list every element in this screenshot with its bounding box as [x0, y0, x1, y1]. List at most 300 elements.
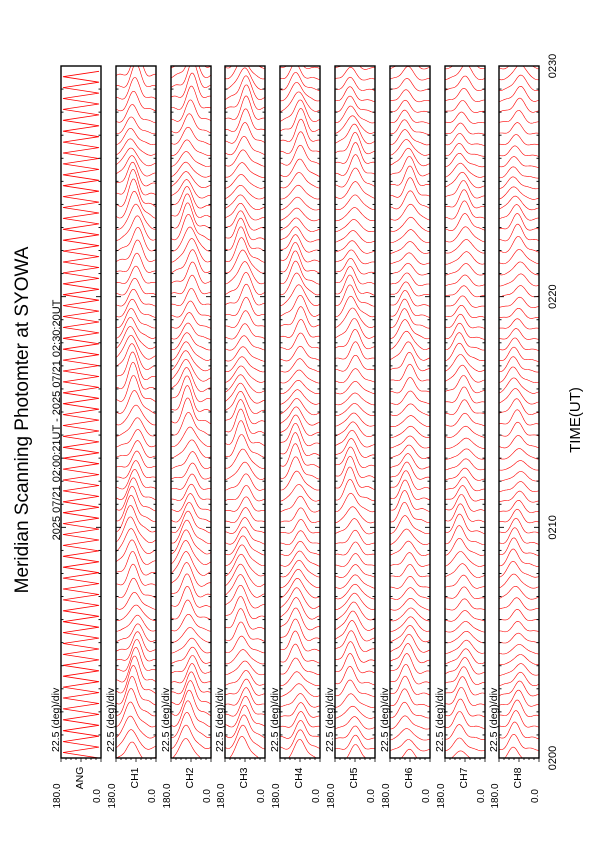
panel-frame: [499, 66, 539, 758]
panel-ch8: [488, 23, 541, 809]
scan-trace: [499, 461, 539, 471]
scan-trace: [280, 541, 320, 555]
scan-trace: [171, 44, 211, 68]
scan-trace: [280, 261, 320, 284]
channel-label: CH4: [293, 767, 305, 789]
scan-trace: [225, 400, 265, 424]
scan-trace: [390, 217, 430, 231]
scan-trace: [445, 526, 485, 545]
scan-trace: [499, 146, 539, 157]
scan-trace: [171, 427, 211, 447]
panel-frame: [390, 66, 430, 758]
scan-trace: [335, 726, 375, 739]
scan-trace: [171, 100, 211, 121]
scan-trace: [280, 619, 320, 641]
scan-trace: [171, 681, 211, 705]
scan-trace: [499, 319, 539, 329]
scan-trace: [116, 362, 156, 389]
scan-trace: [499, 42, 539, 58]
scan-trace: [390, 320, 430, 339]
scan-trace: [445, 495, 485, 512]
scan-trace: [225, 357, 265, 372]
scan-trace: [445, 599, 485, 610]
scan-trace: [335, 56, 375, 69]
scan-trace: [225, 123, 265, 144]
scan-trace: [499, 389, 539, 405]
scan-trace: [390, 42, 430, 58]
scale-label: 22.5 (deg)/div: [269, 687, 281, 752]
scan-trace: [499, 621, 539, 632]
scan-trace: [445, 163, 485, 177]
scan-trace: [390, 588, 430, 600]
scan-trace: [390, 309, 430, 329]
scan-trace: [225, 297, 265, 315]
y-tick-label: 0.0: [256, 789, 267, 803]
scan-trace: [225, 109, 265, 132]
scan-trace: [335, 381, 375, 394]
scan-trace: [171, 359, 211, 381]
y-tick-label: 180.0: [490, 783, 501, 809]
scan-trace: [116, 77, 156, 99]
scan-trace: [116, 266, 156, 284]
scan-trace: [390, 191, 430, 209]
scan-trace: [499, 633, 539, 643]
scan-trace: [280, 569, 320, 587]
scan-trace: [499, 338, 539, 351]
scan-trace: [335, 575, 375, 589]
scan-trace: [445, 333, 485, 351]
scan-trace: [499, 167, 539, 178]
scan-trace: [390, 625, 430, 642]
scan-trace: [390, 490, 430, 511]
scan-trace: [171, 541, 211, 565]
scan-trace: [171, 288, 211, 305]
scan-trace: [445, 133, 485, 145]
scan-trace: [390, 110, 430, 124]
scan-trace: [225, 545, 265, 566]
scan-trace: [390, 598, 430, 610]
channel-label: ANG: [74, 766, 86, 790]
scan-trace: [390, 299, 430, 317]
scan-trace: [280, 218, 320, 232]
scan-trace: [171, 342, 211, 361]
x-tick-label: 0210: [547, 515, 559, 540]
y-tick-label: 0.0: [530, 789, 541, 803]
scan-trace: [499, 436, 539, 448]
scan-trace: [445, 214, 485, 231]
scan-trace: [390, 242, 430, 254]
scan-trace: [335, 593, 375, 609]
scan-trace: [499, 644, 539, 654]
scan-trace: [335, 342, 375, 359]
scan-trace: [499, 135, 539, 146]
scan-trace: [499, 471, 539, 481]
scan-trace: [171, 484, 211, 500]
scan-trace: [225, 39, 265, 57]
scan-trace: [335, 32, 375, 47]
scan-trace: [445, 143, 485, 156]
scan-trace: [445, 413, 485, 426]
scan-trace: [116, 317, 156, 338]
scan-trace: [445, 41, 485, 58]
scan-trace: [225, 185, 265, 199]
scan-trace: [335, 611, 375, 630]
y-tick-label: 180.0: [52, 783, 63, 809]
scan-trace: [390, 66, 430, 80]
scan-trace: [225, 375, 265, 393]
scan-trace: [116, 461, 156, 479]
scan-trace: [499, 711, 539, 728]
scan-trace: [335, 308, 375, 328]
scan-trace: [116, 578, 156, 598]
scan-trace: [225, 336, 265, 351]
scan-trace: [116, 352, 156, 380]
scan-trace: [335, 602, 375, 620]
traces-ch7: [445, 19, 485, 762]
scale-label: 22.5 (deg)/div: [160, 687, 172, 752]
scan-trace: [225, 725, 265, 749]
scan-trace: [390, 471, 430, 490]
scan-trace: [225, 736, 265, 759]
scan-trace: [390, 18, 430, 36]
scan-trace: [225, 679, 265, 695]
panel-frame: [280, 66, 320, 758]
scan-trace: [116, 117, 156, 134]
scan-trace: [116, 278, 156, 295]
scan-trace: [499, 518, 539, 533]
scan-trace: [335, 621, 375, 642]
y-tick-label: 0.0: [476, 789, 487, 803]
scan-trace: [499, 655, 539, 665]
scan-trace: [225, 497, 265, 512]
scan-trace: [445, 699, 485, 717]
scan-trace: [445, 365, 485, 382]
scan-trace: [335, 45, 375, 59]
scan-trace: [116, 632, 156, 652]
scan-trace: [116, 405, 156, 425]
scan-trace: [171, 552, 211, 576]
y-tick-label: 0.0: [147, 789, 158, 803]
scan-trace: [390, 529, 430, 545]
scan-trace: [171, 376, 211, 402]
scan-trace: [390, 377, 430, 393]
scan-trace: [390, 253, 430, 264]
panel-frame: [445, 66, 485, 758]
scan-trace: [499, 598, 539, 610]
scan-trace: [225, 421, 265, 446]
scale-label: 22.5 (deg)/div: [50, 687, 62, 752]
scan-trace: [225, 22, 265, 37]
scan-trace: [116, 391, 156, 414]
panel-ch6: [379, 18, 432, 809]
scan-trace: [116, 11, 156, 35]
scan-trace: [390, 644, 430, 663]
scan-trace: [116, 517, 156, 543]
scan-trace: [335, 116, 375, 134]
scan-trace: [445, 514, 485, 534]
scan-trace: [499, 549, 539, 566]
scan-trace: [335, 329, 375, 349]
scan-trace: [390, 664, 430, 684]
scan-trace: [335, 67, 375, 80]
scan-trace: [280, 588, 320, 609]
scan-trace: [445, 538, 485, 555]
scan-trace: [499, 249, 539, 263]
y-tick-label: 180.0: [436, 783, 447, 809]
scan-trace: [390, 634, 430, 652]
scan-trace: [335, 530, 375, 544]
scan-trace: [335, 519, 375, 534]
scan-trace: [445, 687, 485, 705]
scan-trace: [116, 506, 156, 533]
scan-trace: [445, 575, 485, 588]
scan-trace: [171, 690, 211, 716]
scan-trace: [116, 451, 156, 468]
scan-trace: [499, 157, 539, 168]
scan-trace: [499, 367, 539, 383]
scan-trace: [225, 238, 265, 263]
scan-trace: [335, 403, 375, 415]
scan-trace: [280, 119, 320, 141]
panel-ch1: [105, 11, 158, 808]
scan-trace: [280, 457, 320, 479]
scan-trace: [280, 333, 320, 350]
scan-trace: [225, 195, 265, 210]
scan-trace: [499, 561, 539, 577]
scan-trace: [225, 227, 265, 252]
scale-label: 22.5 (deg)/div: [105, 687, 117, 752]
scan-trace: [116, 418, 156, 436]
y-tick-label: 0.0: [202, 789, 213, 803]
scan-trace: [390, 364, 430, 381]
scan-trace: [335, 456, 375, 478]
scan-trace: [280, 109, 320, 132]
scan-trace: [445, 252, 485, 265]
x-tick-label: 0220: [547, 284, 559, 309]
panel-ch4: [269, 23, 322, 809]
scan-trace: [499, 224, 539, 241]
scan-trace: [171, 494, 211, 512]
scan-trace: [116, 344, 156, 370]
scan-trace: [335, 20, 375, 37]
time-range-text: 2025 07/21 02:00:21UT - 2025 07/21 02:30:20UT: [51, 299, 63, 541]
scan-trace: [116, 38, 156, 65]
scan-trace: [499, 528, 539, 545]
scan-trace: [116, 376, 156, 402]
scan-trace: [390, 54, 430, 69]
scan-trace: [335, 106, 375, 123]
scan-trace: [225, 311, 265, 328]
scan-trace: [225, 554, 265, 576]
scan-trace: [335, 132, 375, 154]
scan-trace: [335, 319, 375, 339]
scan-trace: [116, 253, 156, 272]
scale-label: 22.5 (deg)/div: [324, 687, 336, 752]
channel-label: CH5: [348, 767, 360, 789]
traces-ch3: [225, 22, 265, 760]
scan-trace: [445, 190, 485, 208]
scan-trace: [171, 502, 211, 522]
scan-trace: [445, 738, 485, 751]
scan-trace: [280, 295, 320, 316]
scan-trace: [116, 469, 156, 489]
scan-trace: [225, 527, 265, 544]
scan-trace: [225, 575, 265, 598]
scan-trace: [445, 355, 485, 372]
scan-trace: [445, 181, 485, 199]
scan-trace: [445, 19, 485, 36]
scan-trace: [445, 477, 485, 491]
scan-trace: [171, 520, 211, 543]
scan-trace: [116, 615, 156, 631]
scan-trace: [390, 263, 430, 275]
scan-trace: [499, 722, 539, 739]
scan-trace: [225, 366, 265, 383]
scan-trace: [280, 307, 320, 327]
scan-trace: [116, 335, 156, 359]
traces-ch8: [499, 23, 539, 762]
scan-trace: [280, 496, 320, 512]
scan-trace: [116, 216, 156, 241]
scan-trace: [335, 231, 375, 243]
scan-trace: [280, 631, 320, 651]
scan-trace: [499, 308, 539, 318]
traces-ang: [63, 71, 99, 758]
y-tick-label: 180.0: [271, 783, 282, 809]
scan-trace: [280, 712, 320, 728]
scan-trace: [225, 163, 265, 178]
scan-trace: [499, 214, 539, 231]
panel-frame: [335, 66, 375, 758]
scale-label: 22.5 (deg)/div: [214, 687, 226, 752]
scan-trace: [335, 666, 375, 685]
scan-trace: [445, 387, 485, 403]
scan-trace: [280, 72, 320, 90]
scan-trace: [171, 73, 211, 98]
y-tick-label: 0.0: [421, 789, 432, 803]
scan-trace: [116, 592, 156, 609]
scan-trace: [225, 508, 265, 523]
scan-trace: [225, 696, 265, 716]
scan-trace: [445, 631, 485, 643]
channel-label: CH2: [184, 767, 196, 789]
y-tick-label: 180.0: [107, 783, 118, 809]
scan-trace: [280, 145, 320, 165]
scan-trace: [445, 88, 485, 101]
scan-trace: [390, 290, 430, 306]
scan-trace: [499, 196, 539, 210]
scan-trace: [225, 435, 265, 458]
scan-trace: [280, 508, 320, 523]
scan-trace: [116, 639, 156, 661]
scan-trace: [116, 191, 156, 218]
scan-trace: [445, 201, 485, 219]
scan-trace: [171, 398, 211, 424]
scan-trace: [335, 168, 375, 187]
scan-trace: [335, 493, 375, 512]
scan-trace: [335, 219, 375, 231]
scan-trace: [335, 735, 375, 749]
scan-trace: [335, 642, 375, 663]
scan-trace: [445, 296, 485, 307]
scale-label: 22.5 (deg)/div: [488, 687, 500, 752]
scan-trace: [280, 672, 320, 686]
scan-trace: [335, 155, 375, 176]
scan-trace: [116, 105, 156, 123]
scan-trace: [225, 211, 265, 230]
scan-trace: [390, 404, 430, 416]
scan-trace: [445, 123, 485, 134]
channel-label: CH3: [238, 767, 250, 789]
scan-trace: [225, 136, 265, 155]
scan-trace: [499, 23, 539, 37]
scan-trace: [280, 319, 320, 337]
scan-trace: [335, 77, 375, 90]
scan-trace: [499, 482, 539, 492]
scan-trace: [390, 282, 430, 296]
scan-trace: [280, 444, 320, 468]
scan-trace: [499, 297, 539, 308]
scan-trace: [225, 650, 265, 664]
scan-trace: [390, 729, 430, 741]
panel-ch2: [160, 15, 213, 808]
scan-trace: [499, 123, 539, 135]
scan-trace: [335, 430, 375, 447]
scan-trace: [116, 441, 156, 458]
scan-trace: [116, 647, 156, 671]
scan-trace: [280, 227, 320, 242]
scan-trace: [225, 449, 265, 468]
scan-trace: [171, 301, 211, 317]
scan-trace: [116, 676, 156, 705]
y-tick-label: 180.0: [326, 783, 337, 809]
channel-label: CH8: [512, 767, 524, 789]
scale-label: 22.5 (deg)/div: [434, 687, 446, 752]
scan-trace: [116, 64, 156, 88]
scan-trace: [225, 383, 265, 403]
scan-trace: [116, 429, 156, 447]
panel-ch5: [324, 20, 377, 809]
scan-trace: [171, 368, 211, 392]
scan-trace: [335, 143, 375, 164]
scan-trace: [390, 576, 430, 588]
scan-trace: [171, 412, 211, 435]
scan-trace: [280, 578, 320, 598]
scan-trace: [116, 227, 156, 251]
scan-trace: [445, 376, 485, 393]
scan-trace: [171, 203, 211, 229]
scan-trace: [499, 32, 539, 47]
scan-trace: [280, 92, 320, 112]
scan-trace: [390, 445, 430, 459]
scan-trace: [390, 90, 430, 102]
scan-trace: [335, 182, 375, 199]
y-tick-label: 180.0: [216, 783, 227, 809]
scan-trace: [225, 518, 265, 534]
scan-trace: [445, 323, 485, 339]
scan-trace: [116, 20, 156, 46]
traces-ch5: [335, 20, 375, 761]
scan-trace: [390, 676, 430, 695]
scan-trace: [499, 286, 539, 297]
scan-trace: [499, 574, 539, 588]
scan-trace: [225, 391, 265, 413]
scan-trace: [171, 463, 211, 479]
scan-trace: [499, 274, 539, 286]
y-tick-label: 0.0: [366, 789, 377, 803]
scan-trace: [280, 415, 320, 436]
scan-trace: [335, 266, 375, 284]
